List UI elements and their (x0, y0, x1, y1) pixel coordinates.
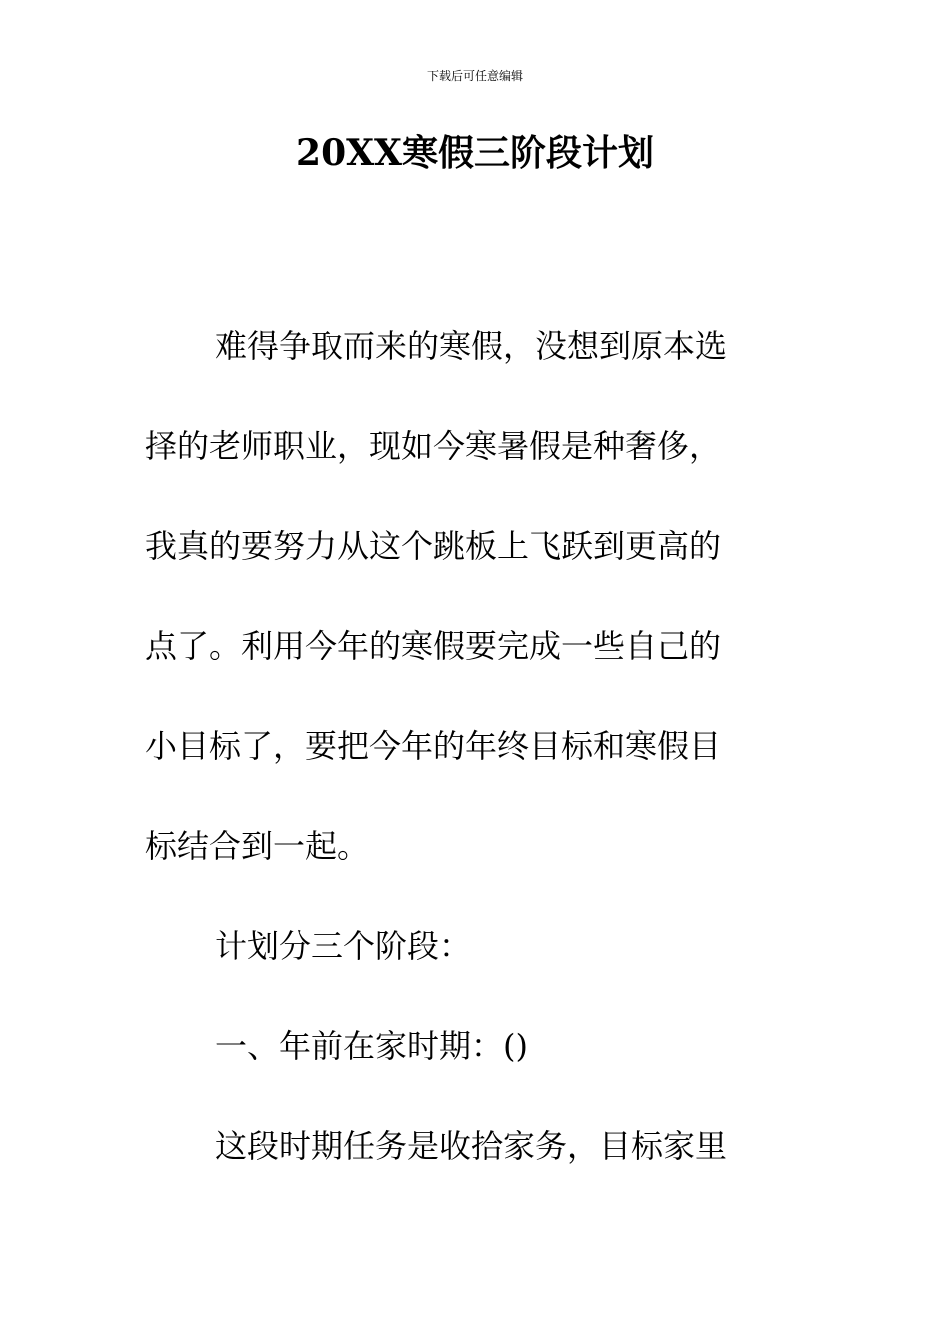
paragraph-line: 择的老师职业，现如今寒暑假是种奢侈， (145, 427, 722, 465)
paragraph-line: 标结合到一起。 (145, 827, 370, 865)
paragraph-line: 小目标了，要把今年的年终目标和寒假目 (145, 727, 722, 765)
document-title: 20XX寒假三阶段计划 (296, 132, 654, 174)
header-note: 下载后可任意编辑 (426, 69, 523, 83)
section-heading: 一、年前在家时期：() (215, 1027, 528, 1065)
document-body (145, 296, 780, 1196)
paragraph-line: 这段时期任务是收拾家务，目标家里 (215, 1127, 728, 1165)
paragraph-line: 难得争取而来的寒假，没想到原本选 (215, 327, 728, 365)
paragraph-line: 点了。利用今年的寒假要完成一些自己的 (145, 627, 722, 665)
paragraph-line: 我真的要努力从这个跳板上飞跃到更高的 (145, 527, 722, 565)
paragraph-line: 计划分三个阶段： (215, 927, 472, 965)
